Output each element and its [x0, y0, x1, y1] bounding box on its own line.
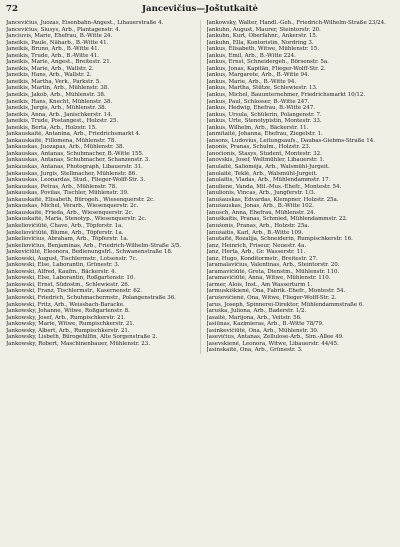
directory-entry: Jaramavičiūtė, Anna, Witwe, Mühlenstr. 110.: [206, 275, 331, 282]
page-number: 72: [6, 4, 18, 14]
directory-entry: Jankuhn, August, Maurer, Steintorstr. 20.: [206, 26, 321, 33]
directory-entry: Jancevičius, Siusys, Arb., Plantagenstr. 4.: [6, 26, 121, 33]
directory-entry: Jankeliovičiūtė, Chave, Arb., Töpferstr. 1a.: [6, 222, 124, 229]
directory-entry: Jankowsky, Albert, Arb., Rumpischkerstr. 21.: [6, 327, 130, 334]
directory-entry: Janočionis, Stasys, Student, Montestr. 32.: [206, 150, 322, 157]
directory-entry: Janušauskas, Edvardas, Klempner, Holzstr. 25a.: [206, 196, 339, 203]
directory-entry: Jankauskas, Leonardas, Stud., Flieger-Wolff-Str. 3.: [6, 177, 146, 184]
directory-entry: Janeikis, Jurgis, Arb., Mühlenstr. 38.: [6, 105, 107, 112]
directory-entry: Jankowski, Fritz, Arb., Weissbach-Baracke.: [6, 301, 125, 308]
directory-entry: Jankowsky, Johanne, Witwe, Roßgartenstr. 8.: [6, 308, 130, 315]
directory-entry: Jasevičius, Antanas, Zellulose-Arb., Sim.-Allee 49.: [206, 334, 344, 341]
directory-entry: Janz, Heinrich, Friseur, Neuestr. 4a.: [206, 242, 307, 249]
directory-entry: Jankauskas, Antanas, Schuhmacher, B.-Witte 155.: [6, 150, 144, 157]
directory-entry: Jaramavičiūtė, Greta, Dienstm., Mühlenstr. 110.: [206, 268, 340, 275]
directory-entry: Jankauskas, Antanas, Photograph, Libauerstr. 31.: [6, 164, 143, 171]
directory-entry: Janeikis, Hans, Knecht, Mühlenstr. 38.: [6, 98, 113, 105]
directory-entry: Jankauskaitė, Frieda, Arb., Wiesenquerstr. 2c.: [6, 209, 134, 216]
directory-entry: Jarmer, Alois, Inst., Am Wasserturm 1.: [206, 281, 313, 288]
directory-entry: Jankowsky, Lisbeth, Bürogehilfin, Alte Sorgenstraße 2.: [6, 334, 158, 341]
directory-entry: Janz, Hugo, Konditormstr., Breitestr. 27.: [206, 255, 318, 262]
directory-entry: Jankauskaitė, Antanina, Arb., Friedrichsmarkt 4.: [6, 131, 141, 138]
directory-entry: Jankeliovičius, Abraham, Arb., Töpferstr. 1a.: [6, 236, 129, 243]
directory-entry: Janeikis, Berta, Arb., Holzstr. 15.: [6, 124, 97, 131]
directory-entry: Jaramalavičius, Valentinas, Arb., Steintorstr. 20.: [206, 262, 340, 269]
directory-entry: Janušaitis, Karl, Arb., B.-Witte 109.: [206, 229, 304, 236]
directory-entry: Janeikis, Trude, Arb., B.-Witte 41.: [6, 52, 99, 59]
directory-entry: Jankevičiūtė, Eleonora, Bedienungsfrl., Schwanenstraße 18.: [6, 249, 173, 256]
directory-entry: Jankus, Ernst, Schneidergeh., Börsenstr. 5a.: [206, 59, 329, 66]
directory-entry: Jankowsky, Walter, Handl.-Geh., Friedrich-Wilhelm-Straße 23/24.: [206, 20, 386, 26]
directory-entry: Jankus, Urte, Stenotypistin, Montestr. 33.: [206, 118, 322, 125]
directory-entry: Jankus, Wilhelm, Arb., Bäckerstr. 11.: [206, 124, 309, 131]
directory-entry: Janeikis, Martha, Verk., Parkstr. 5.: [6, 78, 101, 85]
directory-entry: Jankowski, Ernst, Südostm., Schlewiestr. 26.: [6, 281, 130, 288]
directory-entry: Jaņonis, Pranas, Schulm., Holzstr. 23.: [206, 144, 311, 151]
directory-entry: Jancevičius, Juozas, Eisenbahn-Angest., Lihauerstraße 4.: [6, 20, 164, 26]
directory-entry: Jankauskas, Jurgis, Stellmacher, Mühlenstr. 86.: [6, 170, 137, 177]
directory-entry: Janulionis, Vincas, Arb., Jungferstr. 1/3.: [206, 190, 316, 197]
directory-entry: Janušonis, Pranas, Arb., Holzstr. 25a.: [206, 222, 310, 229]
directory-entry: Jankowski, Alfred, Kaufm., Bäckerstr. 4.: [6, 268, 117, 275]
directory-entry: Jansons, Ludovius, Leitungsaufs., Daubas-Giebms-Straße 14.: [206, 137, 375, 144]
directory-entry: Jaruševičienė, Ona, Witwe, Flieger-Wolff-Str. 2.: [206, 294, 337, 301]
directory-entry: Jankus, Ursula, Schülerin, Polangenstr. 7.: [206, 111, 322, 118]
directory-entry: Janeikis, Marie, Arb., Wallstr. 2.: [6, 65, 94, 72]
directory-entry: Janz, Herta, Arb., Gr. Wasserstr. 11.: [206, 249, 306, 256]
directory-entry: Jarus, Joseph, Spinnerei-Direktor, Mühlendammstraße 6.: [206, 301, 364, 308]
directory-entry: Jankus, Martha, Stütze, Schlewiestr. 13.: [206, 85, 318, 92]
directory-entry: Janciuvis, Marie, Ehefrau, B.-Witte 24.: [6, 33, 113, 40]
directory-entry: Janulaitė, Saliomėja, Arb., Walsmühl-Jurgeit.: [206, 164, 330, 171]
directory-entry: Jasiūnas, Kazimieras, Arb., B.-Witte 78/79.: [206, 321, 324, 328]
directory-entry: Janeikis, Anna, Arb., Janischkerstr. 14.: [6, 111, 113, 118]
directory-entry: Janušauskas, Jonas, Arb., B.-Witte 102.: [206, 203, 314, 210]
directory-entry: Jasinskaitė, Ona, Arb., Grünestr. 3.: [206, 347, 303, 354]
directory-entry: Janutaitė, Rozalija, Schneiderin, Rumpischkerstr. 16.: [206, 236, 353, 243]
directory-entry: Jankauskaitė, Fillomena, Mühlenstr. 78.: [6, 137, 117, 144]
directory-entry: Jankauskas, Michel, Verarb., Wiesenquerstr. 2c.: [6, 203, 139, 210]
directory-entry: Jasinkevičiūtė, Ona, Arb., Mühlenstr. 30.: [206, 327, 319, 334]
directory-entry: Janeikis, Bruno, Arb., B.-Witte 41.: [6, 46, 100, 53]
column-divider: [200, 20, 201, 354]
directory-entry: Jankeliovičiūtė, Blume, Arb., Töpferstr. 1a.: [6, 229, 124, 236]
directory-entry: Janeikis, Hans, Arb., Wallstr. 2.: [6, 72, 92, 79]
directory-entry: Janeikis, Jakob, Arb., Mühlenstr. 38.: [6, 92, 106, 99]
directory-entry: Jankus, Margarete, Arb., B.-Witte 94.: [206, 72, 310, 79]
directory-entry: Jankowsky, Marie, Witwe, Rumpischkerstr. 21.: [6, 321, 135, 328]
directory-entry: Janulaitė, Teklė, Arb., Walsmühl-Jurgeit.: [206, 170, 318, 177]
page-header: [6, 4, 394, 16]
directory-entry: Jankowski, Else, Laborantin, Grünestr. 3.: [6, 262, 120, 269]
directory-entry: Jankauskaitė, Elisabeth, Bürogeh., Wiesenquerstr. 2c.: [6, 196, 155, 203]
directory-entry: Jankowski, Else, Laborantin, Roßgartenstr. 10.: [6, 275, 136, 282]
directory-entry: Janeikis, Trude, Postangest., Holzstr. 25.: [6, 118, 119, 125]
directory-entry: Jasaitė, Marijona, Arb., Veitstr. 56.: [206, 314, 302, 321]
directory-entry: Janeikis, Marie, Angest., Breitestr. 21.: [6, 59, 112, 66]
directory-columns: [6, 20, 394, 354]
directory-entry: Jasevskienė, Leonora, Witwe, Libauerstr. 44/45.: [206, 340, 339, 347]
directory-entry: Jankauskas, Juozapas, Arb., Mühlenstr. 38.: [6, 144, 125, 151]
directory-entry: Jankus, Marie, Arb., B.-Witte 94.: [206, 78, 297, 85]
directory-entry: Janulaitis, Vladas, Arb., Mühlendammstr. 17.: [206, 177, 331, 184]
directory-entry: Jankeliovičius, Benjaminas, Arb., Friedrich-Wilhelm-Straße 3/5.: [6, 242, 182, 249]
directory-entry: Jankauskas, Povilas, Tischler, Mühlenstr. 39.: [6, 190, 129, 197]
running-head: Jancevičius—Joštutkaitė: [141, 4, 259, 14]
directory-entry: Jankus, Emil, Arb., B.-Witte 224.: [206, 52, 296, 59]
directory-entry: Jankuhn, Ella, Kontoristin, Nordring 3.: [206, 39, 314, 46]
left-column: [6, 20, 194, 354]
directory-entry: Janeikis, Paule, Näharb., B.-Witte 41.: [6, 39, 109, 46]
directory-entry: Jaruška, Juliona, Arb., Baderstr. 1/2.: [206, 308, 307, 315]
directory-entry: Janusch, Anna, Ehefrau, Mühlenstr. 24.: [206, 209, 316, 216]
directory-entry: Jarmuskiškienė, Ona, Fabrik.-Ehefr., Montestr. 54.: [206, 288, 346, 295]
directory-entry: Jankuhn, Kurt, Oberfahnr., Ankerstr. 15.: [206, 33, 318, 40]
directory-entry: Jankus, Hedwig, Ehefrau, B.-Witte 247.: [206, 105, 315, 112]
directory-entry: Jankowski, Franz, Tischlermstr., Kasernenstr. 62.: [6, 288, 142, 295]
directory-entry: Jankowski, Friedrich, Schuhmachermstr., Polangenstraße 36.: [6, 294, 176, 301]
directory-entry: Jankauskaitė, Maria, Stenotyp., Wiesenquerstr. 2c.: [6, 216, 147, 223]
directory-entry: Jankus, Elisabeth, Witwe, Mühlenstr. 15.: [206, 46, 319, 53]
directory-entry: Janeikis, Martin, Arb., Mühlenstr. 38.: [6, 85, 109, 92]
directory-entry: Jankauskas, Petras, Arb., Mühlenstr. 78.: [6, 183, 117, 190]
directory-entry: Jankus, Paul, Schlosser, B.-Witte 247.: [206, 98, 310, 105]
directory-entry: Januškaitis, Pranas, Schmied, Mühlendammstr. 22.: [206, 216, 348, 223]
directory-entry: Janovskis, Josef, Weltmühler, Libauerstr. 1.: [206, 157, 325, 164]
directory-entry: Jankowsky, Josef, Arb., Rumpischkerstr. 21.: [6, 314, 126, 321]
directory-entry: Jankauskas, Antanas, Schuhmacher, Schanzenstr. 3.: [6, 157, 150, 164]
directory-entry: Janmitaitė, Johanna, Ehefrau, Ziegelstr. 1.: [206, 131, 323, 138]
directory-entry: Jankowsky, Robert, Maschinenbauer, Mühlenstr. 23.: [6, 340, 150, 347]
directory-entry: Januliene, Vanda, Mil.-Mus.-Ehefr., Montestr. 54.: [206, 183, 342, 190]
directory-entry: Jankowski, August, Tischlermstr., Lotsenstr. 7c.: [6, 255, 138, 262]
directory-entry: Jankus, Jonas, Kapitän, Flieger-Wolff-Str. 2.: [206, 65, 326, 72]
right-column: [207, 20, 395, 354]
directory-entry: Jankus, Michel, Bauunternehmer, Friedrichsmarkt 10/12.: [206, 92, 366, 99]
